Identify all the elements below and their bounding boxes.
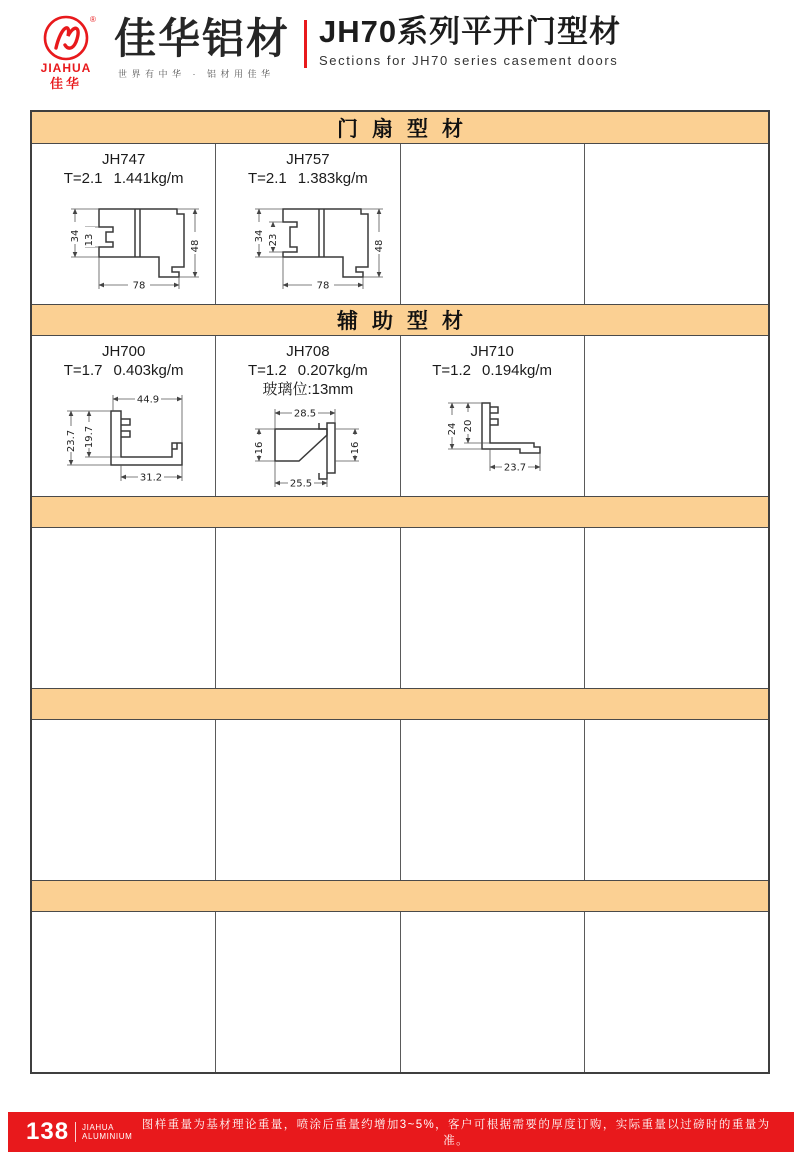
profile-cell-jh710 (401, 336, 585, 496)
footer-brand (82, 1123, 132, 1141)
section-header-blank (32, 496, 768, 528)
brand-slogan: 世界有中华 · 铝材用佳华 (118, 69, 275, 79)
profile-thickness: T=1.2 (247, 361, 287, 379)
empty-cell (216, 528, 400, 688)
footer-brand-line1: JIAHUA (82, 1122, 115, 1132)
empty-cell (401, 528, 585, 688)
profile-spec (248, 170, 368, 189)
profile-cell-jh700 (32, 336, 216, 496)
empty-cell (32, 528, 216, 688)
profile-model: JH747 (101, 151, 146, 168)
profile-drawing-jh708 (216, 399, 400, 491)
profile-drawing-jh710 (401, 381, 585, 491)
dim-label: 19.7 (84, 425, 96, 448)
dim-label: 48 (374, 239, 386, 252)
table-row (32, 912, 768, 1072)
dim-label: 13 (84, 233, 96, 246)
empty-cell (585, 528, 768, 688)
empty-cell (401, 912, 585, 1072)
dim-label: 78 (317, 280, 330, 291)
brand-block (114, 8, 290, 80)
dim-label: 16 (350, 441, 362, 455)
profile-weight: 0.207kg/m (297, 361, 368, 379)
dim-label: 28.5 (294, 408, 317, 420)
dim-label: 25.5 (290, 478, 313, 490)
page-subtitle: Sections for JH70 series casement doors (319, 52, 619, 68)
profile-cell-jh747 (32, 144, 216, 304)
empty-cell (216, 912, 400, 1072)
dim-label: 34 (254, 229, 266, 242)
dim-label: 24 (446, 422, 458, 435)
empty-cell (401, 144, 585, 304)
empty-cell (585, 720, 768, 880)
dim-label: 23 (268, 233, 280, 246)
page-header (22, 8, 621, 94)
empty-cell (32, 912, 216, 1072)
empty-cell (401, 720, 585, 880)
empty-cell (216, 720, 400, 880)
profile-thickness: T=2.1 (247, 169, 287, 187)
profile-spec (432, 362, 552, 381)
profile-spec (64, 362, 184, 381)
profile-note: 玻璃位:13mm (262, 380, 354, 398)
footer-brand-line2: ALUMINIUM (82, 1132, 133, 1141)
profile-catalog-table (30, 110, 770, 1074)
logo-reg-mark: ® (90, 15, 96, 24)
empty-cell (585, 912, 768, 1072)
page-number: 138 (26, 1118, 70, 1145)
profile-spec (64, 170, 184, 189)
profile-weight: 1.441kg/m (113, 169, 184, 187)
table-row (32, 336, 768, 496)
profile-cell-jh757 (216, 144, 400, 304)
profile-thickness: T=1.7 (63, 361, 103, 379)
profile-drawing-jh757 (216, 189, 400, 299)
profile-drawing-jh700 (32, 381, 216, 491)
profile-cell-jh708 (216, 336, 400, 496)
logo-emblem-icon (24, 12, 108, 94)
company-logo (22, 8, 110, 99)
profile-thickness: T=2.1 (63, 169, 103, 187)
table-row (32, 720, 768, 880)
profile-spec (248, 362, 368, 381)
dim-label: 23.7 (503, 462, 526, 473)
section-header-door-sash: 门扇型材 (32, 112, 768, 144)
table-row (32, 528, 768, 688)
header-divider (304, 20, 307, 68)
dim-label: 31.2 (139, 472, 163, 483)
logo-brand-en: JIAHUA (40, 61, 92, 75)
title-block (319, 8, 621, 68)
dim-label: 48 (190, 239, 202, 252)
empty-cell (32, 720, 216, 880)
section-header-blank (32, 880, 768, 912)
profile-model: JH710 (470, 343, 514, 360)
dim-label: 78 (132, 280, 146, 291)
page-title: JH70系列平开门型材 (319, 14, 622, 49)
profile-model: JH757 (286, 151, 330, 168)
empty-cell (585, 144, 768, 304)
table-row (32, 144, 768, 304)
dim-label: 34 (70, 229, 82, 242)
profile-weight: 1.383kg/m (297, 169, 368, 187)
empty-cell (585, 336, 768, 496)
dim-label: 20 (462, 419, 474, 432)
profile-weight: 0.403kg/m (113, 361, 184, 379)
profile-model: JH700 (101, 343, 146, 360)
profile-weight: 0.194kg/m (481, 361, 553, 379)
section-header-blank (32, 688, 768, 720)
dim-label: 23.7 (66, 429, 78, 452)
profile-model: JH708 (286, 343, 330, 360)
profile-thickness: T=1.2 (432, 361, 471, 379)
profile-drawing-jh747 (32, 189, 216, 299)
dim-label: 44.9 (136, 394, 160, 405)
dim-label: 16 (254, 441, 266, 455)
logo-brand-cn: 佳华 (49, 76, 83, 91)
footer-divider (75, 1122, 76, 1142)
section-header-auxiliary: 辅助型材 (32, 304, 768, 336)
page-footer (8, 1112, 794, 1152)
footer-note: 图样重量为基材理论重量，喷涂后重量约增加3~5%，客户可根据需要的厚度订购，实际重量以过磅时的重量为准。 (141, 1119, 771, 1147)
brand-name: 佳华铝材 (114, 15, 291, 62)
